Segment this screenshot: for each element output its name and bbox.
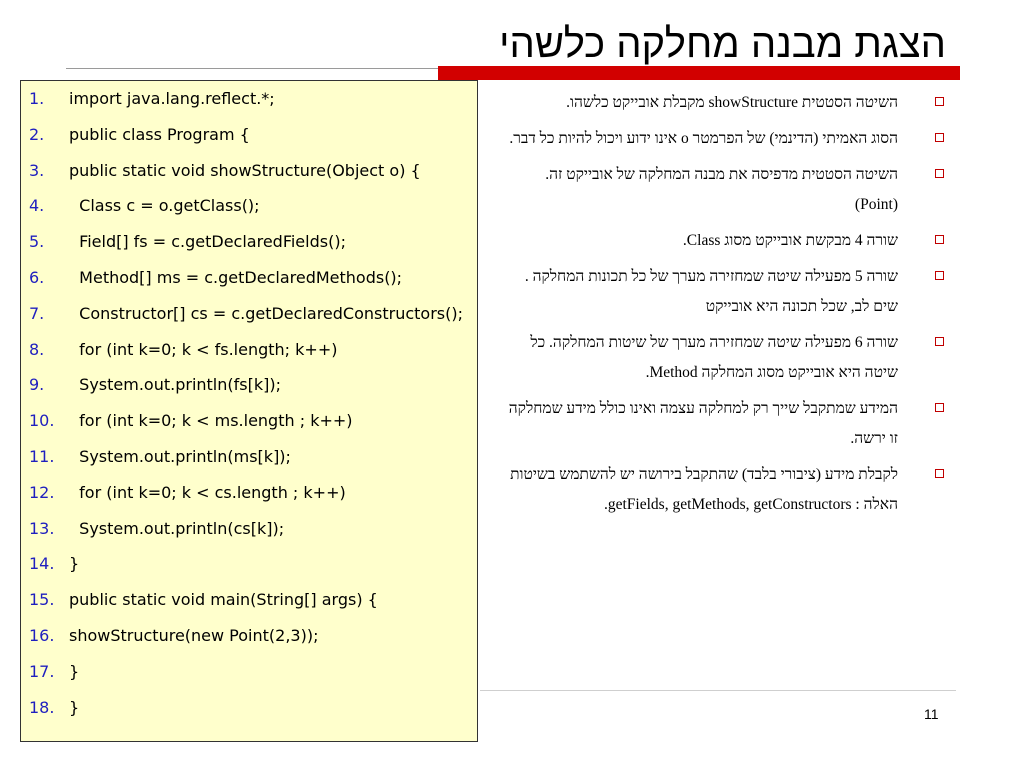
code-text: public static void main(String[] args) { [69, 590, 378, 610]
code-line [21, 626, 477, 656]
code-text: Field[] fs = c.getDeclaredFields(); [69, 232, 346, 252]
bullet-item [500, 226, 948, 256]
bullet-text: הסוג האמיתי (הדינמי) של הפרמטר o אינו ידוע ויכול להיות כל דבר. [509, 130, 898, 147]
code-text: System.out.println(cs[k]); [69, 518, 285, 538]
bullet-text: השיטה הסטטית מדפיסה את מבנה המחלקה של אובייקט זה. (Point) [545, 166, 898, 213]
code-text: Constructor[] cs = c.getDeclaredConstructors(); [69, 303, 463, 323]
bullet-item [500, 460, 948, 520]
bullet-item [500, 88, 948, 118]
code-line [21, 89, 477, 119]
code-text: public class Program { [69, 124, 250, 144]
code-line [21, 268, 477, 298]
code-line [21, 340, 477, 370]
code-text: } [69, 697, 80, 717]
code-text: import java.lang.reflect.*; [69, 89, 275, 108]
title-divider-red [438, 66, 960, 80]
code-line [21, 698, 477, 728]
code-text: System.out.println(ms[k]); [69, 447, 291, 466]
bullet-text: המידע שמתקבל שייך רק למחלקה עצמה ואינו כולל מידע שמחלקה זו ירשה. [508, 400, 898, 447]
line-number: 5. [29, 232, 45, 252]
code-text: for (int k=0; k < fs.length; k++) [69, 339, 338, 359]
bullet-item [500, 328, 948, 388]
line-number: 3. [29, 160, 45, 180]
line-number: 9. [29, 375, 45, 395]
code-line [21, 483, 477, 513]
bullet-square-icon [935, 469, 944, 478]
code-line [21, 125, 477, 155]
bullet-square-icon [935, 169, 944, 178]
code-text: Method[] ms = c.getDeclaredMethods(); [69, 268, 403, 287]
line-number: 2. [29, 124, 45, 144]
line-number: 4. [29, 196, 45, 216]
code-line [21, 590, 477, 620]
line-number: 7. [29, 303, 45, 323]
code-text: public static void showStructure(Object o) { [69, 160, 421, 180]
bullet-item [500, 394, 948, 454]
code-text: for (int k=0; k < ms.length ; k++) [69, 411, 353, 431]
code-line [21, 161, 477, 191]
code-listing-box [20, 80, 478, 742]
bullet-square-icon [935, 133, 944, 142]
line-number: 18. [29, 697, 55, 717]
line-number: 10. [29, 411, 55, 431]
line-number: 13. [29, 518, 55, 538]
code-text: showStructure(new Point(2,3)); [69, 626, 319, 645]
code-text: System.out.println(fs[k]); [69, 375, 281, 395]
line-number: 1. [29, 89, 45, 108]
line-number: 15. [29, 590, 55, 610]
footer-divider [480, 690, 956, 691]
line-number: 12. [29, 482, 55, 502]
code-line [21, 232, 477, 262]
bullet-square-icon [935, 403, 944, 412]
line-number: 6. [29, 268, 45, 287]
code-line [21, 411, 477, 441]
bullet-list [500, 88, 948, 526]
line-number: 16. [29, 626, 55, 645]
code-text: } [69, 554, 80, 574]
bullet-text: שורה 5 מפעילה שיטה שמחזירה מערך של כל תכונות המחלקה . שים לב, שכל תכונה היא אובייקט [524, 268, 898, 315]
bullet-square-icon [935, 97, 944, 106]
code-line [21, 375, 477, 405]
page-number: 11 [924, 706, 939, 722]
line-number: 11. [29, 447, 55, 466]
code-line [21, 447, 477, 477]
code-text: for (int k=0; k < cs.length ; k++) [69, 482, 346, 502]
bullet-square-icon [935, 337, 944, 346]
line-number: 17. [29, 661, 55, 681]
bullet-square-icon [935, 271, 944, 280]
bullet-text: השיטה הסטטית showStructure מקבלת אובייקט כלשהו. [566, 94, 898, 111]
bullet-item [500, 124, 948, 154]
bullet-square-icon [935, 235, 944, 244]
line-number: 8. [29, 339, 45, 359]
code-line [21, 662, 477, 692]
slide-title: הצגת מבנה מחלקה כלשהי [499, 22, 946, 66]
bullet-text: שורה 4 מבקשת אובייקט מסוג Class. [682, 232, 898, 249]
bullet-text: לקבלת מידע (ציבורי בלבד) שהתקבל בירושה יש להשתמש בשיטות האלה : getFields, getMethods, getConstructors. [510, 466, 898, 513]
code-line [21, 519, 477, 549]
bullet-text: שורה 6 מפעילה שיטה שמחזירה מערך של שיטות המחלקה. כל שיטה היא אובייקט מסוג המחלקה Method. [530, 334, 898, 381]
line-number: 14. [29, 554, 55, 574]
title-divider-gray [66, 68, 438, 69]
code-line [21, 554, 477, 584]
code-text: Class c = o.getClass(); [69, 196, 260, 216]
code-line [21, 304, 477, 334]
bullet-item [500, 262, 948, 322]
code-text: } [69, 661, 80, 681]
code-line [21, 196, 477, 226]
bullet-item [500, 160, 948, 220]
